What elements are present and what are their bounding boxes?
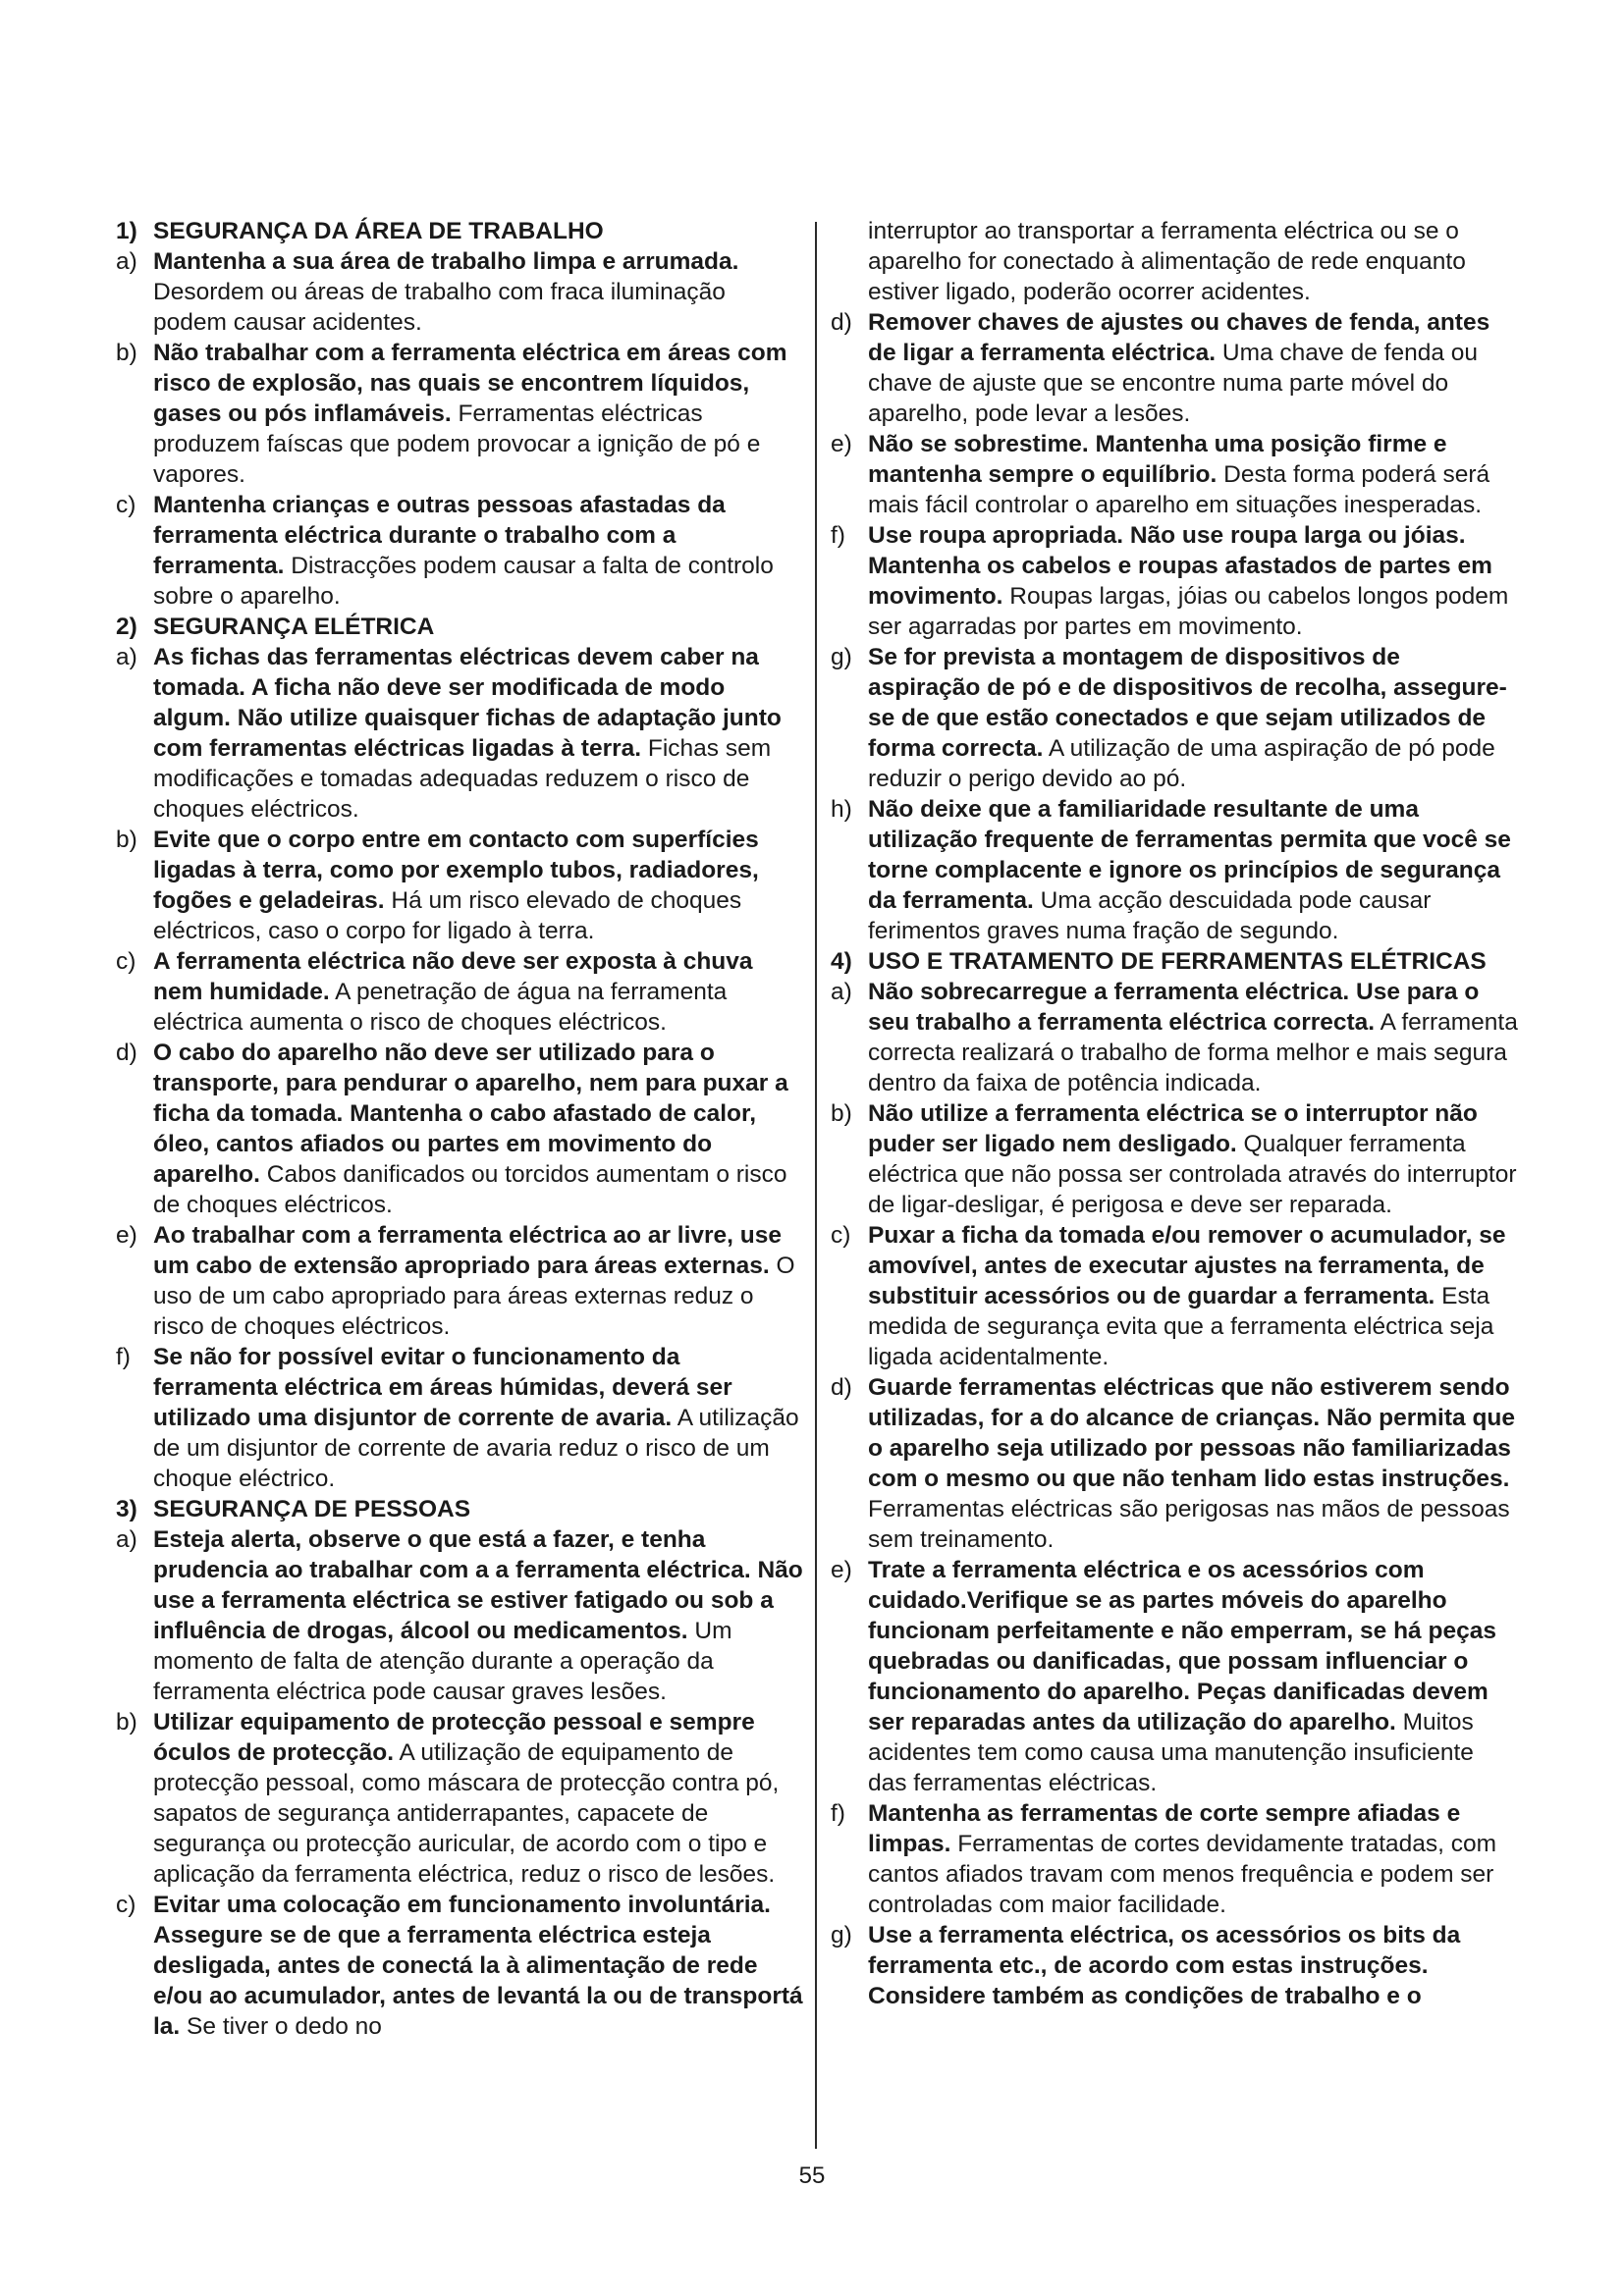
item-bold-text: Guarde ferramentas eléctricas que não estiverem sendo utilizadas, for a do alcance de crianças. Não permita que o aparelho seja utilizado por pessoas não familiarizadas com o mesmo ou que não tenham lido estas instruções.	[868, 1374, 1515, 1492]
item-body-text: Qualquer ferramenta eléctrica que não possa ser controlada através do interruptor de ligar-desligar, é perigosa e deve ser reparada.	[868, 1131, 1517, 1218]
section-title: USO E TRATAMENTO DE FERRAMENTAS ELÉTRICAS	[868, 948, 1487, 975]
item-letter: d)	[831, 1374, 852, 1401]
list-item	[831, 1220, 1518, 1372]
item-body-text: Ferramentas de cortes devidamente tratadas, com cantos afiados travam com menos frequência e podem ser controladas com maior facilidade.	[868, 1831, 1497, 1918]
item-letter: e)	[831, 431, 852, 457]
item-letter: f)	[831, 1800, 845, 1827]
column-divider	[815, 222, 817, 2149]
page-number: 55	[798, 2163, 826, 2189]
item-letter: a)	[831, 979, 852, 1005]
item-letter: g)	[831, 1922, 852, 1949]
list-item	[831, 1372, 1518, 1555]
item-body-text: A utilização de um disjuntor de corrente de avaria reduz o risco de um choque eléctrico.	[153, 1405, 799, 1492]
list-item	[116, 1220, 803, 1342]
item-bold-text: Use roupa apropriada. Não use roupa larga ou jóias. Mantenha os cabelos e roupas afastados de partes em movimento.	[868, 522, 1492, 610]
item-letter: e)	[116, 1222, 137, 1249]
section-number: 2)	[116, 614, 137, 640]
item-bold-text: As fichas das ferramentas eléctricas devem caber na tomada. A ficha não deve ser modificada de modo algum. Não utilize quaisquer fichas de adaptação junto com ferramentas eléctricas ligadas à terra.	[153, 644, 782, 762]
list-item	[116, 946, 803, 1038]
list-item	[116, 338, 803, 490]
item-bold-text: Ao trabalhar com a ferramenta eléctrica ao ar livre, use um cabo de extensão apropriado para áreas externas.	[153, 1222, 783, 1279]
item-letter: c)	[831, 1222, 851, 1249]
item-letter: c)	[116, 492, 136, 518]
list-item	[116, 246, 803, 338]
item-bold-text: Se for prevista a montagem de dispositivos de aspiração de pó e de dispositivos de recolha, assegure-se de que estão conectados e que sejam utilizados de forma correcta.	[868, 644, 1507, 762]
item-bold-text: A ferramenta eléctrica não deve ser exposta à chuva nem humidade.	[153, 948, 753, 1005]
item-body-text: Um momento de falta de atenção durante a operação da ferramenta eléctrica pode causar graves lesões.	[153, 1618, 732, 1705]
item-letter: c)	[116, 1892, 136, 1918]
list-item	[831, 1920, 1518, 2011]
item-letter: a)	[116, 644, 137, 670]
list-item	[116, 1707, 803, 1890]
item-body-text: Esta medida de segurança evita que a ferramenta eléctrica seja ligada acidentalmente.	[868, 1283, 1494, 1370]
item-bold-text: Mantenha as ferramentas de corte sempre afiadas e limpas.	[868, 1800, 1461, 1857]
item-bold-text: Se não for possível evitar o funcionamento da ferramenta eléctrica em áreas húmidas, deverá ser utilizado uma disjuntor de corrente de avaria.	[153, 1344, 732, 1431]
item-bold-text: Não sobrecarregue a ferramenta eléctrica. Use para o seu trabalho a ferramenta eléctrica correcta.	[868, 979, 1480, 1036]
item-letter: b)	[831, 1100, 852, 1127]
item-letter: f)	[116, 1344, 131, 1370]
item-letter: b)	[116, 1709, 137, 1735]
item-bold-text: Não se sobrestime. Mantenha uma posição firme e mantenha sempre o equilíbrio.	[868, 431, 1447, 488]
list-item	[831, 1555, 1518, 1798]
section-number: 1)	[116, 218, 137, 244]
section-title: SEGURANÇA DE PESSOAS	[153, 1496, 471, 1522]
list-item	[831, 520, 1518, 642]
item-bold-text: Use a ferramenta eléctrica, os acessórios os bits da ferramenta etc., de acordo com estas instruções. Considere também as condições de trabalho e o	[868, 1922, 1461, 2009]
section-heading	[116, 1494, 803, 1524]
item-bold-text: Não utilize a ferramenta eléctrica se o interruptor não puder ser ligado nem desligado.	[868, 1100, 1478, 1157]
section-number: 3)	[116, 1496, 137, 1522]
item-bold-text: Trate a ferramenta eléctrica e os acessórios com cuidado.Verifique se as partes móveis do aparelho funcionam perfeitamente e não emperram, se há peças quebradas ou danificadas, que possam influenciar o funcionamento do aparelho. Peças danificadas devem ser reparadas antes da utilização do aparelho.	[868, 1557, 1496, 1735]
item-body-text: Há um risco elevado de choques eléctricos, caso o corpo for ligado à terra.	[153, 887, 742, 944]
item-body-text: Distracções podem causar a falta de controlo sobre o aparelho.	[153, 553, 774, 610]
item-letter: e)	[831, 1557, 852, 1583]
item-letter: a)	[116, 248, 137, 275]
item-body-text: A utilização de uma aspiração de pó pode reduzir o perigo devido ao pó.	[868, 735, 1495, 792]
list-item	[116, 642, 803, 825]
item-body-text: Fichas sem modificações e tomadas adequadas reduzem o risco de choques eléctricos.	[153, 735, 772, 823]
item-letter: g)	[831, 644, 852, 670]
item-body-text: Ferramentas eléctricas produzem faíscas que podem provocar a ignição de pó e vapores.	[153, 400, 761, 488]
item-body-text: A utilização de equipamento de protecção pessoal, como máscara de protecção contra pó, sapatos de segurança antiderrapantes, capacete de segurança ou protecção auricular, de acordo com o tipo e aplicação da ferramenta eléctrica, reduz o risco de lesões.	[153, 1739, 780, 1888]
item-bold-text: Mantenha crianças e outras pessoas afastadas da ferramenta eléctrica durante o trabalho com a ferramenta.	[153, 492, 726, 579]
item-bold-text: Não trabalhar com a ferramenta eléctrica em áreas com risco de explosão, nas quais se encontrem líquidos, gases ou pós inflamáveis.	[153, 340, 787, 427]
list-item	[116, 490, 803, 612]
item-body-text: Uma acção descuidada pode causar ferimentos graves numa fração de segundo.	[868, 887, 1432, 944]
item-letter: h)	[831, 796, 852, 823]
section-number: 4)	[831, 948, 852, 975]
section-title: SEGURANÇA ELÉTRICA	[153, 614, 435, 640]
list-item	[116, 1038, 803, 1220]
item-body-text: Desta forma poderá será mais fácil controlar o aparelho em situações inesperadas.	[868, 461, 1490, 518]
list-item	[831, 1098, 1518, 1220]
item-bold-text: Remover chaves de ajustes ou chaves de fenda, antes de ligar a ferramenta eléctrica.	[868, 309, 1490, 366]
item-bold-text: Evitar uma colocação em funcionamento involuntária. Assegure se de que a ferramenta eléctrica esteja desligada, antes de conectá la à alimentação de rede e/ou ao acumulador, antes de levantá la ou de transportá la.	[153, 1892, 803, 2040]
item-letter: c)	[116, 948, 136, 975]
item-letter: a)	[116, 1526, 137, 1553]
item-body-text: Roupas largas, jóias ou cabelos longos podem ser agarradas por partes em movimento.	[868, 583, 1509, 640]
item-body-text: Uma chave de fenda ou chave de ajuste que se encontre numa parte móvel do aparelho, pode levar a lesões.	[868, 340, 1479, 427]
list-item	[831, 977, 1518, 1098]
item-body-text: Cabos danificados ou torcidos aumentam o risco de choques eléctricos.	[153, 1161, 787, 1218]
item-body-text: O uso de um cabo apropriado para áreas externas reduz o risco de choques eléctricos.	[153, 1253, 795, 1340]
item-bold-text: Puxar a ficha da tomada e/ou remover o acumulador, se amovível, antes de executar ajustes na ferramenta, de substituir acessórios ou de guardar a ferramenta.	[868, 1222, 1506, 1309]
list-item	[116, 1342, 803, 1494]
item-body-text: Desordem ou áreas de trabalho com fraca iluminação podem causar acidentes.	[153, 279, 726, 336]
item-letter: d)	[116, 1040, 137, 1066]
list-item	[831, 642, 1518, 794]
item-body-text: A penetração de água na ferramenta eléctrica aumenta o risco de choques eléctricos.	[153, 979, 728, 1036]
item-bold-text: Utilizar equipamento de protecção pessoal e sempre óculos de protecção.	[153, 1709, 755, 1766]
item-bold-text: Evite que o corpo entre em contacto com superfícies ligadas à terra, como por exemplo tubos, radiadores, fogões e geladeiras.	[153, 827, 759, 914]
item-letter: d)	[831, 309, 852, 336]
section-title: SEGURANÇA DA ÁREA DE TRABALHO	[153, 218, 604, 244]
left-column	[116, 216, 803, 2042]
item-letter: b)	[116, 340, 137, 366]
list-item	[831, 1798, 1518, 1920]
item-letter: b)	[116, 827, 137, 853]
item-body-text: Se tiver o dedo no	[180, 2013, 382, 2040]
list-item	[831, 307, 1518, 429]
item-letter: f)	[831, 522, 845, 549]
item-bold-text: Esteja alerta, observe o que está a fazer, e tenha prudencia ao trabalhar com a a ferramenta eléctrica. Não use a ferramenta eléctrica se estiver fatigado ou sob a influência de drogas, álcool ou medicamentos.	[153, 1526, 803, 1644]
list-item	[831, 794, 1518, 946]
list-item	[831, 429, 1518, 520]
item-body-text: Ferramentas eléctricas são perigosas nas mãos de pessoas sem treinamento.	[868, 1496, 1510, 1553]
right-column	[831, 216, 1518, 2011]
list-item	[116, 1524, 803, 1707]
list-item	[116, 1890, 803, 2042]
item-body-text: Muitos acidentes tem como causa uma manutenção insuficiente das ferramentas eléctricas.	[868, 1709, 1474, 1796]
list-item	[116, 825, 803, 946]
item-body-text: A ferramenta correcta realizará o trabalho de forma melhor e mais segura dentro da faixa de potência indicada.	[868, 1009, 1518, 1096]
item-bold-text: Não deixe que a familiaridade resultante de uma utilização frequente de ferramentas permita que você se torne complacente e ignore os princípios de segurança da ferramenta.	[868, 796, 1511, 914]
item-bold-text: O cabo do aparelho não deve ser utilizado para o transporte, para pendurar o aparelho, nem para puxar a ficha da tomada. Mantenha o cabo afastado de calor, óleo, cantos afiados ou partes em movimento do aparelho.	[153, 1040, 788, 1188]
section-heading	[116, 612, 803, 642]
section-heading	[831, 946, 1518, 977]
section-heading	[116, 216, 803, 246]
continued-text: interruptor ao transportar a ferramenta eléctrica ou se o aparelho for conectado à alimentação de rede enquanto estiver ligado, poderão ocorrer acidentes.	[868, 218, 1466, 305]
item-bold-text: Mantenha a sua área de trabalho limpa e arrumada.	[153, 248, 739, 275]
